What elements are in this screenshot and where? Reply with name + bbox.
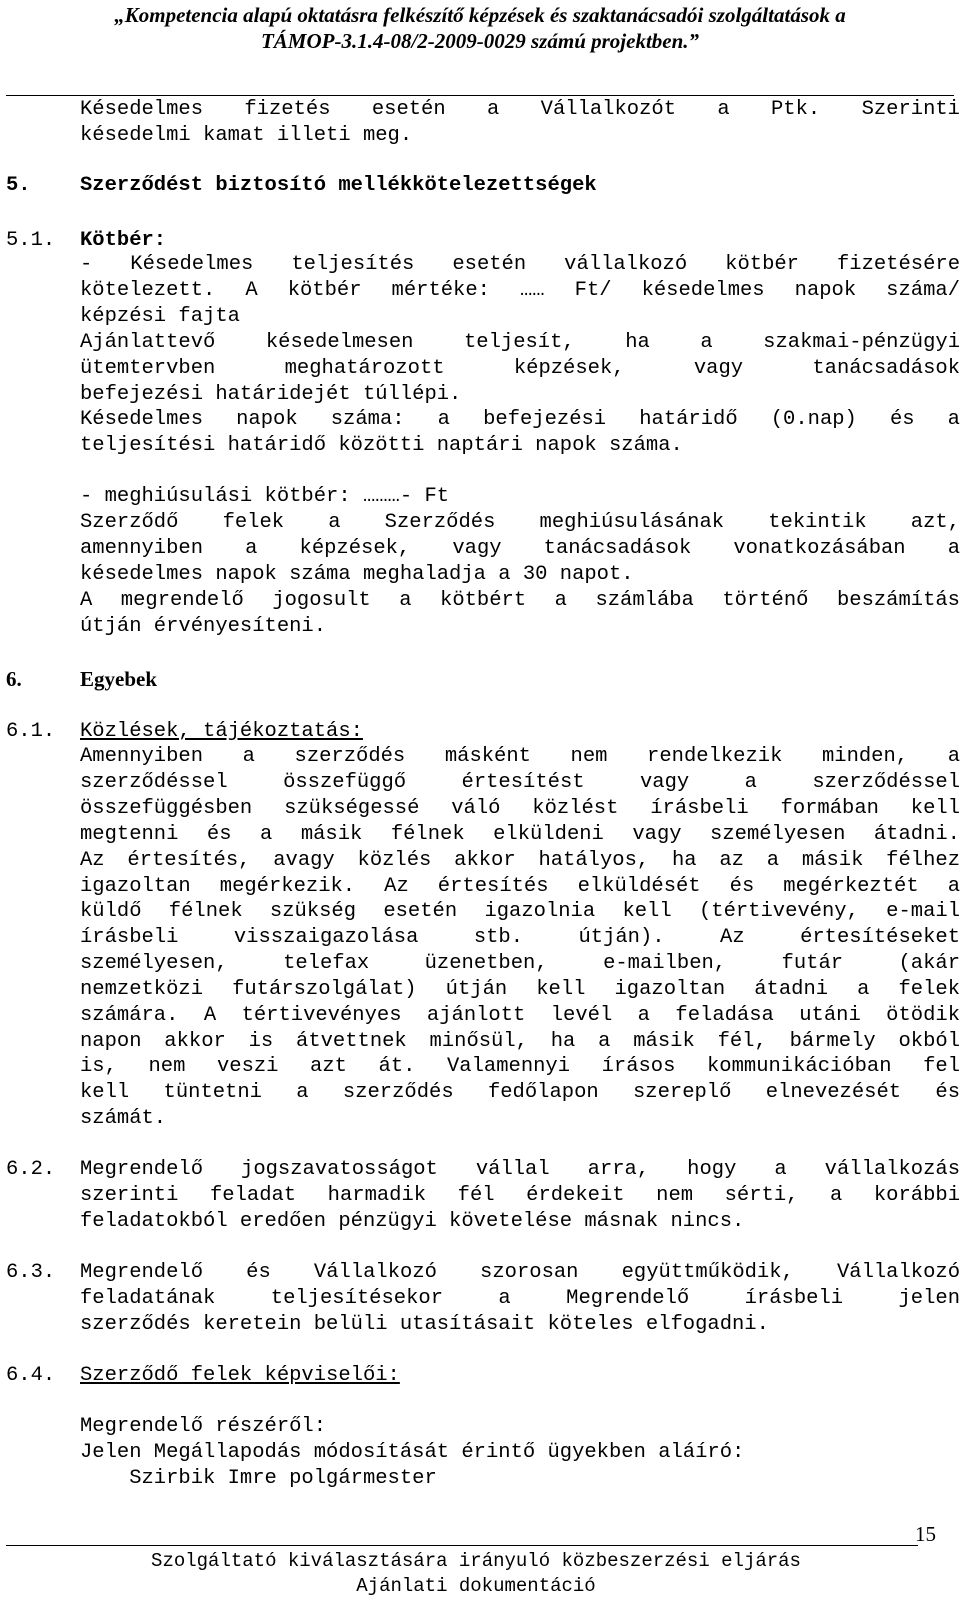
- paragraph-line: Megrendelő jogszavatosságot vállal arra, hogy a vállalkozás: [80, 1158, 960, 1181]
- paragraph-line: késedelmes napok száma meghaladja a 30 napot.: [80, 563, 634, 586]
- paragraph-line: feladatának teljesítésekor a Megrendelő írásbeli jelen: [80, 1287, 960, 1310]
- paragraph-line: Megrendelő és Vállalkozó szorosan együttműködik, Vállalkozó: [80, 1261, 960, 1284]
- header-line-1: „Kompetencia alapú oktatásra felkészítő képzések és szaktanácsadói szolgáltatások a: [114, 3, 846, 27]
- section-number: 6.1.: [6, 720, 56, 743]
- paragraph-line: feladatokból eredően pénzügyi követelése másnak nincs.: [80, 1210, 745, 1233]
- paragraph-line: küldő félnek szükség esetén igazolnia kell (tértivevény, e-mail: [80, 900, 960, 923]
- section-number: 5.: [6, 174, 31, 197]
- paragraph-line: számára. A tértivevényes ajánlott levél a feladása utáni ötödik: [80, 1004, 960, 1027]
- section-number: 6.3.: [6, 1261, 56, 1284]
- section-title: Szerződő felek képviselői:: [80, 1364, 400, 1387]
- paragraph-line: A megrendelő jogosult a kötbért a számlába történő beszámítás: [80, 589, 960, 612]
- paragraph-line: megtenni és a másik félnek elküldeni vagy személyesen átadni.: [80, 823, 960, 846]
- paragraph-line: igazoltan megérkezik. Az értesítés elküldését és megérkeztét a: [80, 875, 960, 898]
- paragraph-line: ütemtervben meghatározott képzések, vagy tanácsadások: [80, 357, 960, 380]
- paragraph-line: - meghiúsulási kötbér: ………- Ft: [80, 485, 450, 508]
- paragraph-line: - Késedelmes teljesítés esetén vállalkozó kötbér fizetésére: [80, 253, 960, 276]
- paragraph-line: napon akkor is átvettnek minősül, ha a másik fél, bármely okból: [80, 1030, 960, 1053]
- paragraph-line: szerinti feladat harmadik fél érdekeit nem sérti, a korábbi: [80, 1184, 960, 1207]
- paragraph-line: összefüggésben szükségessé váló közlést írásbeli formában kell: [80, 797, 960, 820]
- paragraph-line: Jelen Megállapodás módosítását érintő ügyekben aláíró:: [80, 1441, 745, 1464]
- section-title: Szerződést biztosító mellékkötelezettségek: [80, 174, 597, 197]
- section-title: Közlések, tájékoztatás:: [80, 720, 363, 743]
- paragraph-line: számát.: [80, 1107, 167, 1130]
- paragraph-line: is, nem veszi azt át. Valamennyi írásos kommunikációban fel: [80, 1055, 960, 1078]
- paragraph-line: kell tüntetni a szerződés fedőlapon szereplő elnevezését és: [80, 1081, 960, 1104]
- paragraph-line: Szirbik Imre polgármester: [80, 1467, 437, 1490]
- paragraph-line: írásbeli visszaigazolása stb. útján). Az értesítéseket: [80, 926, 960, 949]
- paragraph-line: Szerződő felek a Szerződés meghiúsulásának tekintik azt,: [80, 511, 960, 534]
- paragraph-line: Ajánlattevő késedelmesen teljesít, ha a szakmai-pénzügyi: [80, 331, 960, 354]
- paragraph-line: befejezési határidejét túllépi.: [80, 383, 462, 406]
- paragraph-line: Az értesítés, avagy közlés akkor hatályos, ha az a másik félhez: [80, 849, 960, 872]
- section-title: Egyebek: [80, 667, 158, 691]
- intro-line: Késedelmes fizetés esetén a Vállalkozót a Ptk. Szerinti: [80, 98, 960, 121]
- paragraph-line: Amennyiben a szerződés másként nem rendelkezik minden, a: [80, 745, 960, 768]
- paragraph-line: szerződés keretein belüli utasításait köteles elfogadni.: [80, 1313, 769, 1336]
- footer-divider: [6, 1545, 918, 1546]
- header-line-2: TÁMOP-3.1.4-08/2-2009-0029 számú projektben.”: [260, 29, 700, 53]
- section-number: 6.2.: [6, 1158, 56, 1181]
- section-number: 5.1.: [6, 229, 56, 252]
- header-divider: [6, 95, 954, 96]
- intro-line: késedelmi kamat illeti meg.: [80, 124, 413, 147]
- paragraph-line: Késedelmes napok száma: a befejezési határidő (0.nap) és a: [80, 408, 960, 431]
- page-number: 15: [915, 1522, 936, 1546]
- paragraph-line: személyesen, telefax üzenetben, e-mailben, futár (akár: [80, 952, 960, 975]
- paragraph-line: képzési fajta: [80, 305, 240, 328]
- page-header: [0, 2, 960, 54]
- paragraph-line: kötelezett. A kötbér mértéke: …… Ft/ késedelmes napok száma/: [80, 279, 960, 302]
- footer-line-2: Ajánlati dokumentáció: [356, 1575, 596, 1597]
- paragraph-line: útján érvényesíteni.: [80, 615, 327, 638]
- paragraph-line: amennyiben a képzések, vagy tanácsadások vonatkozásában a: [80, 537, 960, 560]
- section-number: 6.: [6, 667, 22, 691]
- section-number: 6.4.: [6, 1364, 56, 1387]
- footer-line-1: Szolgáltató kiválasztására irányuló közbeszerzési eljárás: [151, 1550, 801, 1572]
- paragraph-line: teljesítési határidő közötti naptári napok száma.: [80, 434, 683, 457]
- paragraph-line: Megrendelő részéről:: [80, 1415, 327, 1438]
- section-title: Kötbér:: [80, 229, 167, 252]
- paragraph-line: szerződéssel összefüggő értesítést vagy a szerződéssel: [80, 771, 960, 794]
- paragraph-line: nemzetközi futárszolgálat) útján kell igazoltan átadni a felek: [80, 978, 960, 1001]
